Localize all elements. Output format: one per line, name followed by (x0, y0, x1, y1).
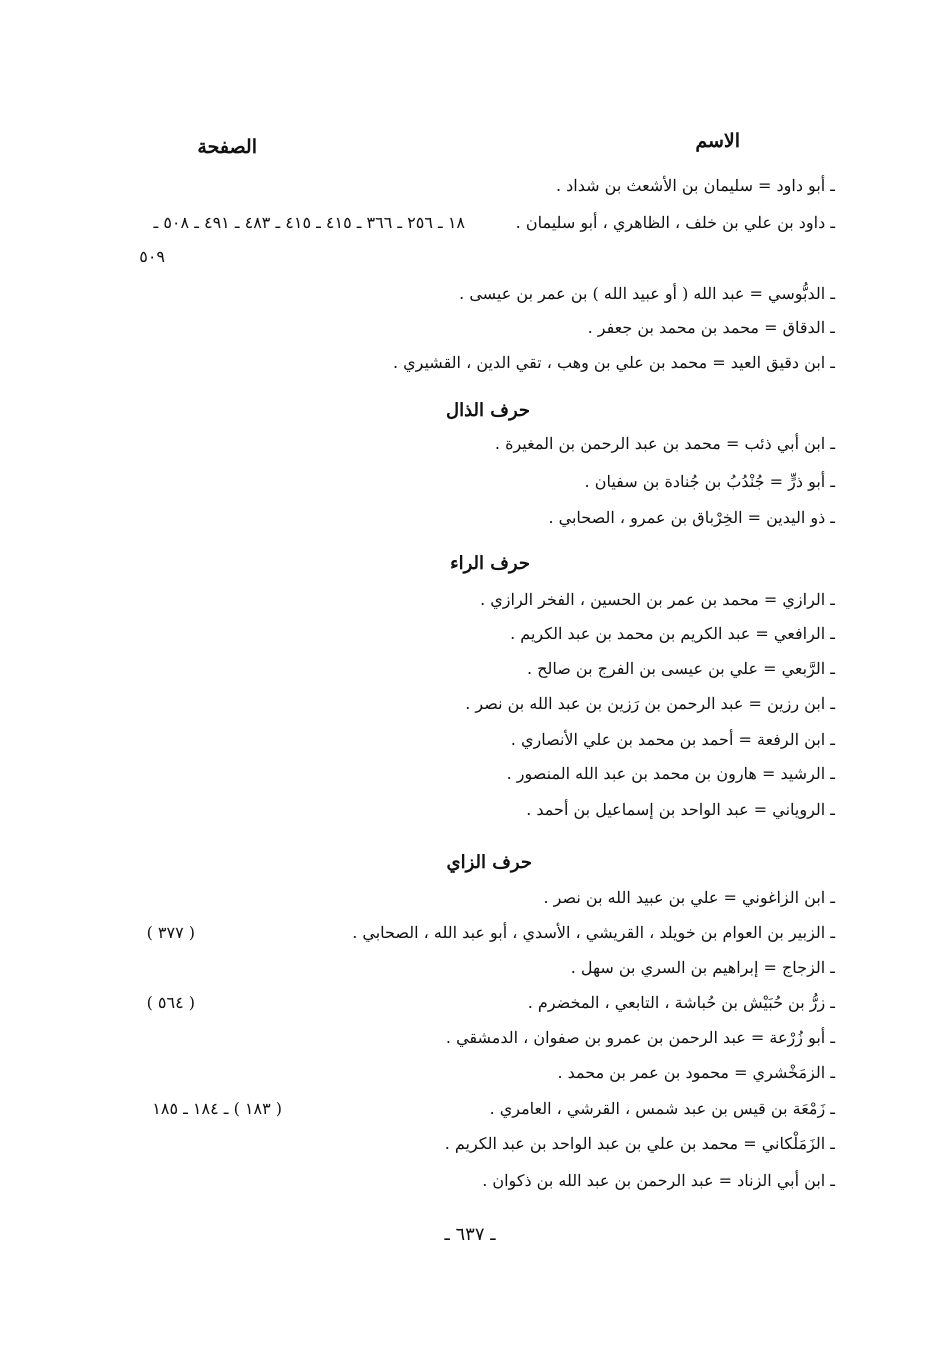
index-entry: ـ الزجاج = إبراهيم بن السري بن سهل . (570, 958, 835, 977)
index-entry: ـ أبو ذرٍّ = جُنْدُبُ بن جُنادة بن سفيان . (584, 472, 835, 491)
index-entry: ـ الرَّبعي = علي بن عيسى بن الفرج بن صالح . (527, 659, 835, 678)
index-entry: ـ ابن الزاغوني = علي بن عبيد الله بن نصر . (543, 888, 835, 907)
index-entry: ـ زرُّ بن حُبَيْش بن حُباشة ، التابعي ، المخضرم . (527, 993, 835, 1012)
page-refs: ١٨ ـ ٢٥٦ ـ ٣٦٦ ـ ٤١٥ ـ ٤١٥ ـ ٤٨٣ ـ ٤٩١ ـ ٥٠٨ ـ (153, 213, 465, 232)
index-entry: ـ الدبُّوسي = عبد الله ( أو عبيد الله ) بن عمر بن عيسى . (459, 284, 835, 303)
page-column-header: الصفحة (197, 136, 257, 158)
index-entry: ـ الرازي = محمد بن عمر بن الحسين ، الفخر الرازي . (480, 590, 835, 609)
index-entry: ـ الرشيد = هارون بن محمد بن عبد الله المنصور . (506, 764, 835, 783)
index-entry: ـ ابن الرفعة = أحمد بن محمد بن علي الأنصاري . (510, 730, 835, 749)
section-title-zay: حرف الزاي (446, 852, 532, 873)
page-refs: ٥٠٩ (139, 247, 165, 266)
index-entry: ـ أبو داود = سليمان بن الأشعث بن شداد . (556, 176, 835, 195)
index-entry: ـ الزبير بن العوام بن خويلد ، القريشي ، الأسدي ، أبو عبد الله ، الصحابي . (352, 923, 835, 942)
section-title-dhal: حرف الذال (446, 400, 530, 421)
index-entry: ـ ابن أبي الزناد = عبد الرحمن بن عبد الله بن ذكوان . (482, 1171, 835, 1190)
index-entry: ـ الزَمَلْكاني = محمد بن علي بن عبد الواحد بن عبد الكريم . (444, 1134, 835, 1153)
index-entry: ـ ابن دقيق العيد = محمد بن علي بن وهب ، تقي الدين ، القشيري . (392, 353, 835, 372)
name-column-header: الاسم (695, 130, 740, 152)
index-entry: ـ الزمَخْشري = محمود بن عمر بن محمد . (557, 1063, 835, 1082)
index-entry: ـ ابن أبي ذئب = محمد بن عبد الرحمن بن المغيرة . (494, 434, 835, 453)
page-number: ـ ٦٣٧ ـ (444, 1224, 496, 1245)
section-title-ra: حرف الراء (450, 553, 530, 574)
index-entry: ـ داود بن علي بن خلف ، الظاهري ، أبو سليمان . (515, 213, 835, 232)
index-entry: ـ ابن رزين = عبد الرحمن بن رَزين بن عبد الله بن نصر . (465, 694, 835, 713)
page-refs: ( ٥٦٤ ) (146, 993, 195, 1012)
page-refs: ( ١٨٣ ) ـ ١٨٤ ـ ١٨٥ (152, 1099, 282, 1118)
index-entry: ـ ذو اليدين = الخِرْباق بن عمرو ، الصحابي . (548, 508, 835, 527)
index-entry: ـ الدقاق = محمد بن محمد بن جعفر . (587, 318, 835, 337)
index-entry: ـ أبو زُرْعة = عبد الرحمن بن عمرو بن صفوان ، الدمشقي . (445, 1028, 835, 1047)
page-refs: ( ٣٧٧ ) (146, 923, 195, 942)
index-entry: ـ زَمْعَة بن قيس بن عبد شمس ، القرشي ، العامري . (489, 1099, 835, 1118)
index-entry: ـ الروياني = عبد الواحد بن إسماعيل بن أحمد . (526, 800, 835, 819)
index-entry: ـ الرافعي = عبد الكريم بن محمد بن عبد الكريم . (510, 624, 835, 643)
